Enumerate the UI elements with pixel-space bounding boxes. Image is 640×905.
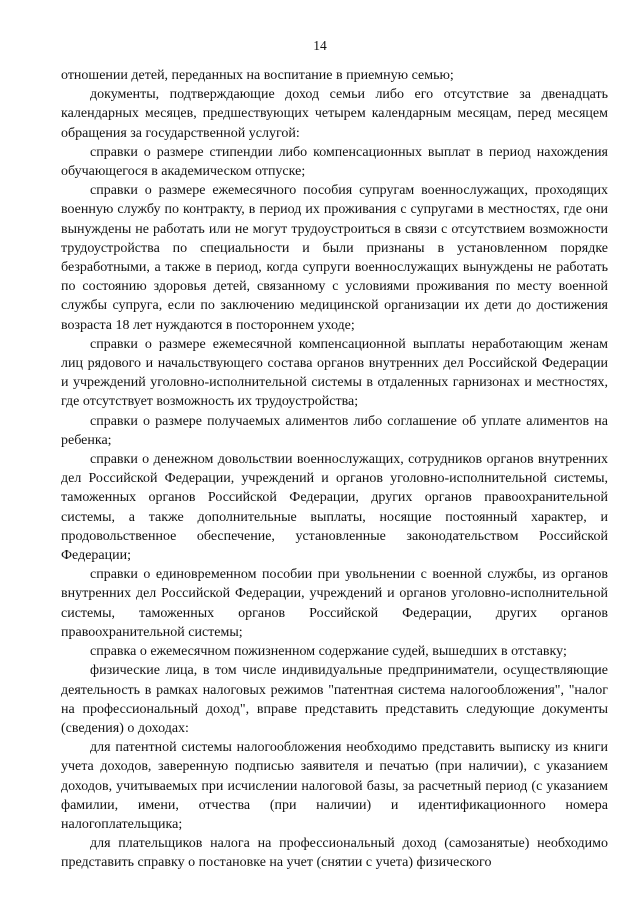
paragraph: физические лица, в том числе индивидуальные предприниматели, осуществляющие деятельность в рамках налоговых режимов "патентная система налогообложения", "налог на профессиональный доход", вправе представить представить следующие документы (сведения) о доходах: <box>61 663 608 736</box>
paragraph: для плательщиков налога на профессиональный доход (самозанятые) необходимо представить справку о постановке на учет (снятии с учета) физического <box>61 836 608 871</box>
paragraph: справка о ежемесячном пожизненном содержание судей, вышедших в отставку; <box>90 644 567 660</box>
paragraph: справки о размере стипендии либо компенсационных выплат в период нахождения обучающегося в академическом отпуске; <box>61 144 608 180</box>
page-number: 14 <box>313 38 327 53</box>
paragraph: справки о денежном довольствии военнослужащих, сотрудников органов внутренних дел Российской Федерации, учреждений и органов уголовно-исполнительной системы, таможенных органов Российской Федерации, других органов правоохранительной системы, а также дополнительные выплаты, носящие постоянный характер, и продовольственное обеспечение, установленные законодательством Российской Федерации; <box>61 452 608 564</box>
paragraph: справки о размере получаемых алиментов либо соглашение об уплате алиментов на ребенка; <box>61 413 608 448</box>
document-body <box>61 66 608 873</box>
paragraph: документы, подтверждающие доход семьи либо его отсутствие за двенадцать календарных месяцев, предшествующих четырем календарным месяцам, перед месяцем обращения за государственной услугой: <box>61 87 608 141</box>
paragraph: справки о размере ежемесячной компенсационной выплаты неработающим женам лиц рядового и начальствующего состава органов внутренних дел Российской Федерации и учреждений уголовно-исполнительной системы в отдаленных гарнизонах и местностях, где отсутствует возможность их трудоустройства; <box>61 336 608 410</box>
paragraph: для патентной системы налогообложения необходимо представить выписку из книги учета доходов, заверенную подписью заявителя и печатью (при наличии), с указанием доходов, учитываемых при исчислении налоговой базы, за расчетный период (с указанием фамилии, имени, отчества (при наличии) и идентификационного номера налогоплательщика; <box>61 740 608 832</box>
paragraph: отношении детей, переданных на воспитание в приемную семью; <box>61 68 454 83</box>
paragraph: справки о единовременном пособии при увольнении с военной службы, из органов внутренних дел Российской Федерации, учреждений и органов уголовно-исполнительной системы, таможенных органов Российской Федерации, других органов правоохранительной системы; <box>61 567 608 640</box>
paragraph: справки о размере ежемесячного пособия супругам военнослужащих, проходящих военную службу по контракту, в период их проживания с супругами в местностях, где они вынуждены не работать или не могут трудоустроиться в связи с отсутствием возможности трудоустройства по специальности и были признаны в установленном порядке безработными, а также в период, когда супруги военнослужащих вынуждены не работать по состоянию здоровья детей, связанному с условиями проживания по месту военной службы супруга, если по заключению медицинской организации их дети до достижения возраста 18 лет нуждаются в постороннем уходе; <box>61 183 608 333</box>
